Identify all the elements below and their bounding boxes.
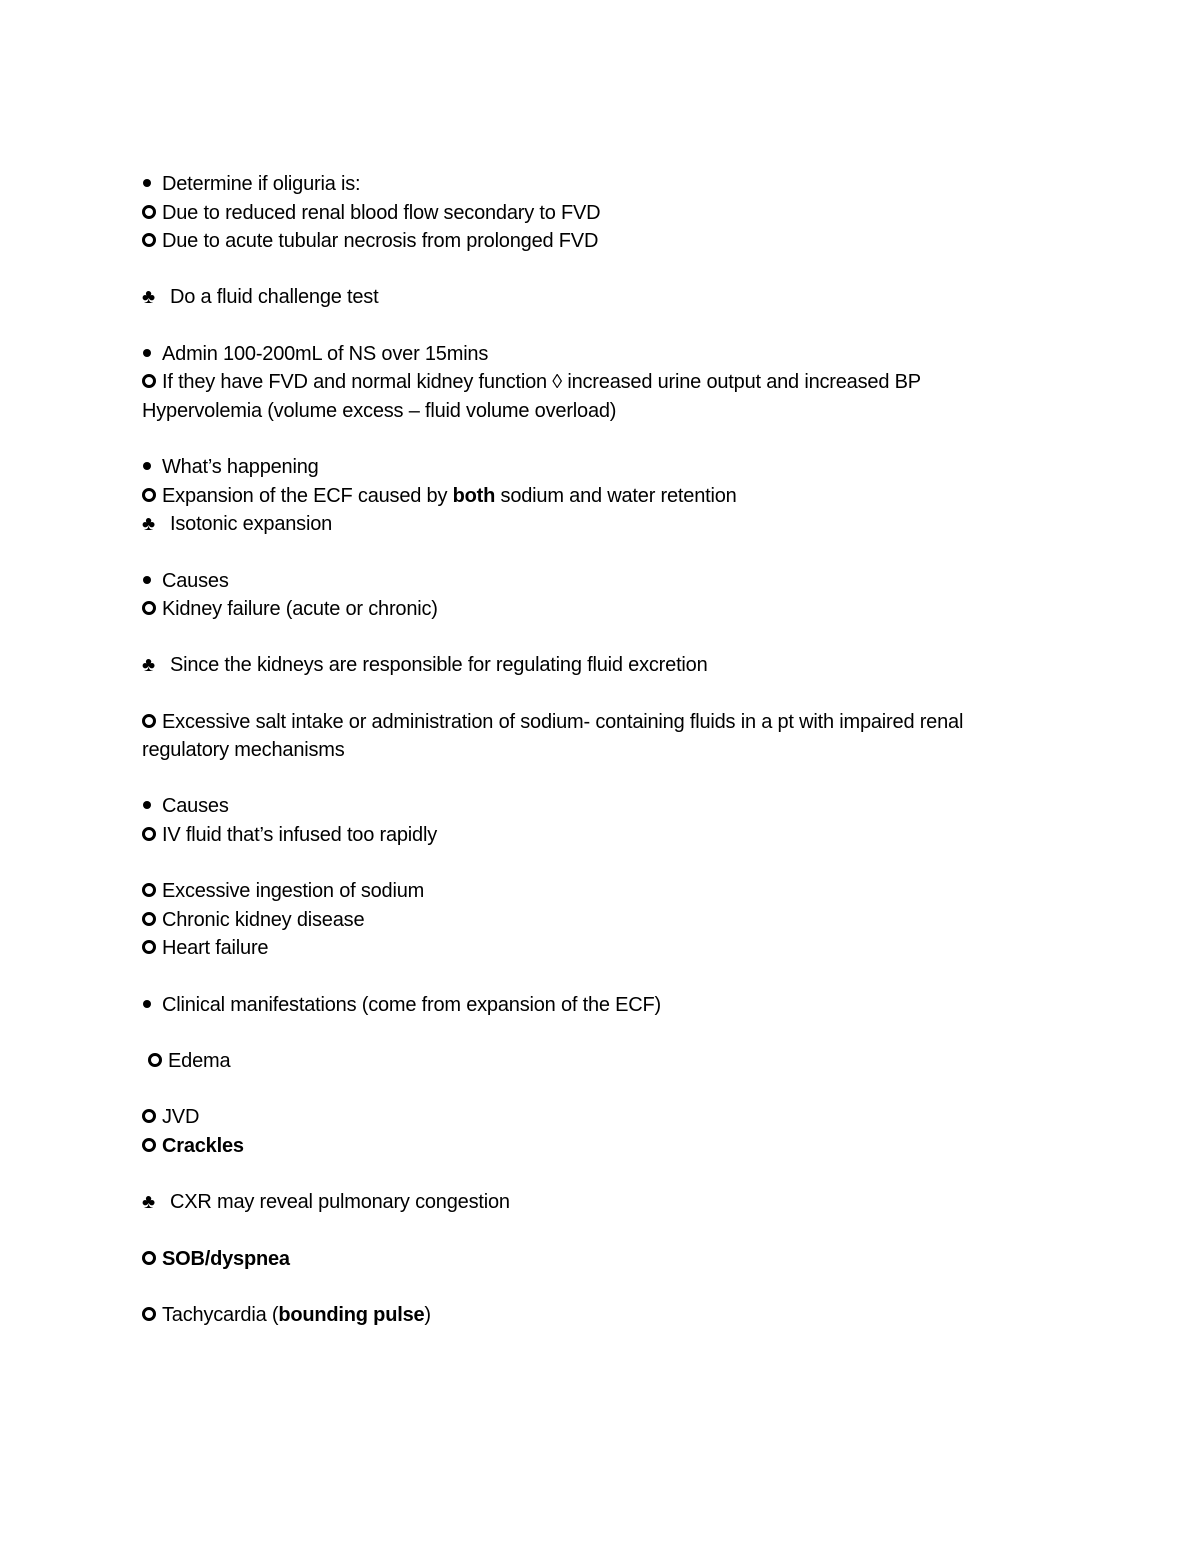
list-item <box>142 934 1080 962</box>
bullet-circle-icon <box>148 1047 168 1075</box>
list-item-text: Tachycardia ( <box>162 1304 279 1326</box>
list-item-text: Excessive salt intake or administration of sodium- containing fluids in a pt with impaired renal <box>162 711 964 733</box>
list-item <box>142 482 1080 510</box>
bullet-circle-icon <box>142 1103 162 1131</box>
paragraph-line <box>142 736 1080 764</box>
list-item <box>142 1301 1080 1329</box>
list-item <box>142 453 1080 481</box>
list-item-text: Expansion of the ECF caused by <box>162 485 453 507</box>
list-item-text: Due to acute tubular necrosis from prolonged FVD <box>162 230 599 252</box>
list-item <box>142 368 1080 396</box>
list-item-text: JVD <box>162 1106 200 1128</box>
list-item-text: sodium and water retention <box>495 485 737 507</box>
list-item <box>142 567 1080 595</box>
bullet-disc-icon <box>142 340 162 368</box>
emphasis-text: bounding pulse <box>278 1304 425 1326</box>
list-item-text: Do a fluid challenge test <box>170 286 379 308</box>
list-item-text: Chronic kidney disease <box>162 909 365 931</box>
bullet-disc-icon <box>142 170 162 198</box>
club-bullet-icon: ♣ <box>142 1191 155 1213</box>
list-item-text: If they have FVD and normal kidney function ◊ increased urine output and increased BP <box>162 371 921 393</box>
bullet-circle-icon <box>142 368 162 396</box>
list-item <box>142 1188 1080 1216</box>
list-item-text: SOB/dyspnea <box>162 1248 290 1270</box>
bullet-circle-icon <box>142 1132 162 1160</box>
bullet-circle-icon <box>142 227 162 255</box>
bullet-circle-icon <box>142 877 162 905</box>
bullet-disc-icon <box>142 792 162 820</box>
bullet-circle-icon <box>142 906 162 934</box>
bullet-disc-icon <box>142 991 162 1019</box>
list-item <box>142 1103 1080 1131</box>
list-item <box>142 906 1080 934</box>
list-item-text: Crackles <box>162 1135 244 1157</box>
paragraph-line <box>142 397 1080 425</box>
list-item <box>142 1245 1080 1273</box>
list-item-text: Admin 100-200mL of NS over 15mins <box>162 343 489 365</box>
list-item <box>142 821 1080 849</box>
list-item-text: CXR may reveal pulmonary congestion <box>170 1191 510 1213</box>
club-bullet-icon: ♣ <box>142 654 155 676</box>
bullet-circle-icon <box>142 595 162 623</box>
list-item <box>142 708 1080 736</box>
list-item <box>142 651 1080 679</box>
list-item-text: IV fluid that’s infused too rapidly <box>162 824 438 846</box>
list-item-text: Causes <box>162 570 229 592</box>
list-item-text: Isotonic expansion <box>170 513 333 535</box>
list-item-text: Edema <box>168 1050 231 1072</box>
bullet-circle-icon <box>142 1245 162 1273</box>
list-item-text: Excessive ingestion of sodium <box>162 880 425 902</box>
list-item <box>142 510 1080 538</box>
bullet-circle-icon <box>142 1301 162 1329</box>
bullet-disc-icon <box>142 453 162 481</box>
bullet-circle-icon <box>142 821 162 849</box>
list-item-text: Kidney failure (acute or chronic) <box>162 598 438 620</box>
list-item <box>142 340 1080 368</box>
paragraph-text: regulatory mechanisms <box>142 739 345 761</box>
club-bullet-icon: ♣ <box>142 286 155 308</box>
bullet-circle-icon <box>142 934 162 962</box>
list-item <box>142 991 1080 1019</box>
list-item <box>142 199 1080 227</box>
list-item-text: Clinical manifestations (come from expansion of the ECF) <box>162 994 662 1016</box>
list-item <box>142 170 1080 198</box>
bullet-circle-icon <box>142 482 162 510</box>
list-item-text: ) <box>424 1304 431 1326</box>
list-item-text: Heart failure <box>162 937 269 959</box>
list-item <box>142 1132 1080 1160</box>
list-item <box>142 877 1080 905</box>
list-item <box>142 283 1080 311</box>
list-item <box>142 227 1080 255</box>
paragraph-text: Hypervolemia (volume excess – fluid volume overload) <box>142 400 617 422</box>
club-bullet-icon: ♣ <box>142 513 155 535</box>
list-item-text: Determine if oliguria is: <box>162 173 361 195</box>
list-item-text: Since the kidneys are responsible for regulating fluid excretion <box>170 654 708 676</box>
bullet-circle-icon <box>142 199 162 227</box>
bullet-disc-icon <box>142 567 162 595</box>
list-item <box>142 792 1080 820</box>
list-item <box>142 595 1080 623</box>
list-item-text: What’s happening <box>162 456 319 478</box>
emphasis-text: both <box>452 485 496 507</box>
list-item-text: Due to reduced renal blood flow secondary to FVD <box>162 202 601 224</box>
bullet-circle-icon <box>142 708 162 736</box>
list-item-text: Causes <box>162 795 229 817</box>
list-item <box>148 1047 1080 1075</box>
